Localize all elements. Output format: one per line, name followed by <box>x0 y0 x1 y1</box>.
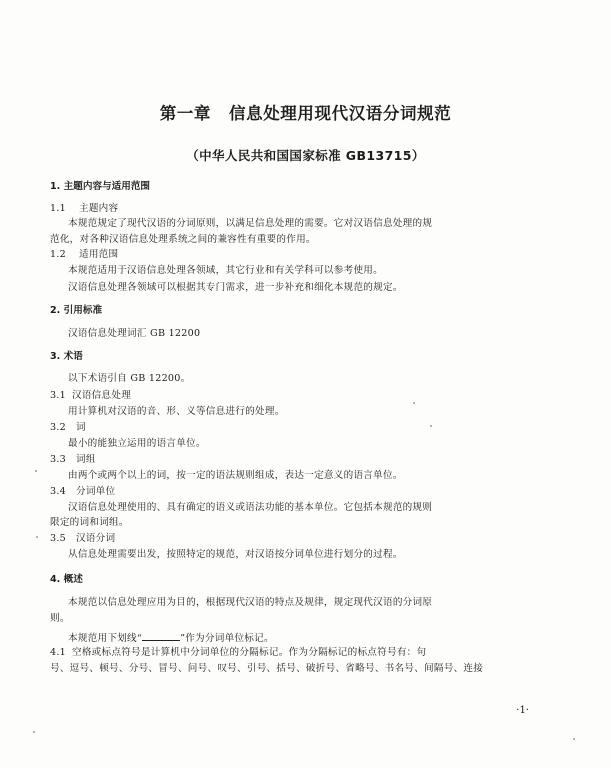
term-3-3-number: 3.3 <box>50 454 67 465</box>
term-3-5-title: 汉语分词 <box>76 533 116 544</box>
section-4-para-cont: 则。 <box>50 613 70 624</box>
scan-speck <box>36 536 38 538</box>
page-number: ·1· <box>516 705 529 716</box>
section-1-1-para: 本规范规定了现代汉语的分词原则，以满足信息处理的需要。它对汉语信息处理的规 <box>68 218 433 229</box>
section-1-2-title: 适用范围 <box>79 249 119 260</box>
section-4-underline-note <box>68 629 274 645</box>
section-2-para: 汉语信息处理词汇 GB 12200 <box>68 328 201 339</box>
section-4-1-para: 空格或标点符号是计算机中分词单位的分隔标记。作为分隔标记的标点符号有：句 <box>72 647 427 658</box>
section-1-1-number: 1.1 <box>50 203 67 214</box>
term-3-2-title: 词 <box>76 422 86 433</box>
section-2-heading: 2. 引用标准 <box>50 305 103 316</box>
section-3-intro: 以下术语引自 GB 12200。 <box>68 373 191 384</box>
scan-speck <box>35 470 37 472</box>
underline-note-part-1: 本规范用下划线“ <box>68 633 143 644</box>
section-1-heading: 1. 主题内容与适用范围 <box>50 181 151 192</box>
section-4-1-number: 4.1 <box>50 647 67 658</box>
underline-note-part-2: ”作为分词单位标记。 <box>180 633 274 644</box>
chapter-label: 第一章 <box>159 104 211 123</box>
term-3-4-definition-cont: 限定的词和词组。 <box>50 517 129 528</box>
section-1-2-para: 本规范适用于汉语信息处理各领域，其它行业和有关学科可以参考使用。 <box>68 265 383 276</box>
term-3-1-number: 3.1 <box>50 390 67 401</box>
underline-marker <box>142 629 180 641</box>
section-1-1-para-cont: 范化，对各种汉语信息处理系统之间的兼容性有重要的作用。 <box>50 234 316 245</box>
section-4-heading: 4. 概述 <box>50 574 83 585</box>
section-4-para: 本规范以信息处理应用为目的，根据现代汉语的特点及规律，规定现代汉语的分词原 <box>68 597 433 608</box>
section-3-heading: 3. 术语 <box>50 351 83 362</box>
standard-subtitle: （中华人民共和国国家标准 GB13715） <box>186 148 425 163</box>
section-4-1-para-cont: 号、逗号、顿号、分号、冒号、问号、叹号、引号、括号、破折号、省略号、书名号、间隔号、连接 <box>50 663 484 674</box>
term-3-1-definition: 用计算机对汉语的音、形、义等信息进行的处理。 <box>68 406 285 417</box>
term-3-3-definition: 由两个或两个以上的词，按一定的语法规则组成，表达一定意义的语言单位。 <box>68 470 403 481</box>
scan-speck <box>413 402 415 404</box>
chapter-name: 信息处理用现代汉语分词规范 <box>229 104 452 123</box>
term-3-2-definition: 最小的能独立运用的语言单位。 <box>68 438 206 449</box>
term-3-5-number: 3.5 <box>50 533 67 544</box>
term-3-4-definition: 汉语信息处理使用的、具有确定的语义或语法功能的基本单位。它包括本规范的规则 <box>68 502 433 513</box>
term-3-3-title: 词组 <box>76 454 96 465</box>
section-1-2-para-2: 汉语信息处理各领域可以根据其专门需求，进一步补充和细化本规范的规定。 <box>68 282 403 293</box>
term-3-2-number: 3.2 <box>50 422 67 433</box>
section-1-2-number: 1.2 <box>50 249 67 260</box>
term-3-4-number: 3.4 <box>50 486 67 497</box>
chapter-title <box>0 100 611 124</box>
term-3-1-title: 汉语信息处理 <box>72 390 132 401</box>
section-1-1-title: 主题内容 <box>79 203 119 214</box>
scan-speck <box>573 738 575 740</box>
scan-speck <box>430 425 432 427</box>
scan-speck <box>33 731 35 733</box>
term-3-5-definition: 从信息处理需要出发，按照特定的规范，对汉语按分词单位进行划分的过程。 <box>68 549 403 560</box>
term-3-4-title: 分词单位 <box>76 486 116 497</box>
